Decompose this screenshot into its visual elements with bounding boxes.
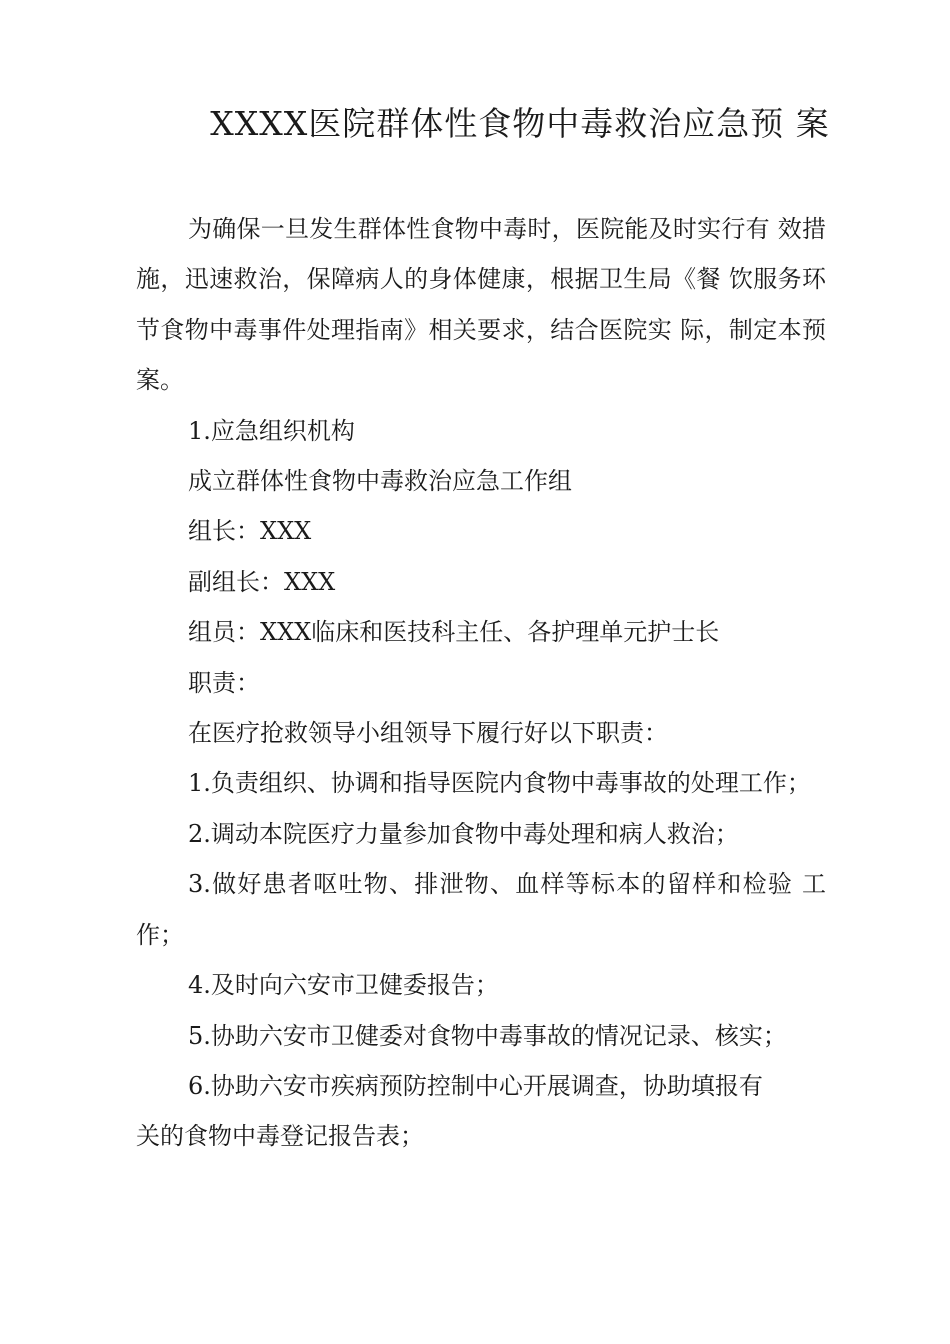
duty-item-6: 6.协助六安市疾病预防控制中心开展调查，协助填报有 (188, 1071, 763, 1100)
intro-paragraph: 为确保一旦发生群体性食物中毒时，医院能及时实行有 效措施，迅速救治，保障病人的身体健康，根据卫生局《餐 饮服务环节食物中毒事件处理指南》相关要求，结合医院实 际，制定本预案。 (136, 215, 826, 395)
paragraph-members: 组员：XXX临床和医技科主任、各护理单元护士长 (188, 618, 720, 647)
duty-item-3: 3.做好患者呕吐物、排泄物、血样等标本的留样和检验 工作； (136, 870, 826, 949)
duty-item-2: 2.调动本院医疗力量参加食物中毒处理和病人救治； (188, 819, 739, 848)
paragraph-deputy-leader: 副组长：XXX (188, 567, 336, 596)
document-body (136, 204, 826, 1162)
paragraph-duties-label: 职责： (188, 668, 260, 697)
duty-item-5: 5.协助六安市卫健委对食物中毒事故的情况记录、核实； (188, 1021, 787, 1050)
paragraph-duties-intro: 在医疗抢救领导小组领导下履行好以下职责： (188, 719, 668, 748)
duty-item-4: 4.及时向六安市卫健委报告； (188, 971, 499, 1000)
paragraph-group-leader: 组长：XXX (188, 517, 312, 546)
duty-item-1: 1.负责组织、协调和指导医院内食物中毒事故的处理工作； (188, 769, 811, 798)
paragraph-working-group: 成立群体性食物中毒救治应急工作组 (188, 467, 572, 496)
section-heading-organization: 1.应急组织机构 (188, 416, 355, 445)
duty-item-6-continued: 关的食物中毒登记报告表； (136, 1122, 424, 1151)
document-title: XXXX医院群体性食物中毒救治应急预 案 (210, 104, 830, 143)
